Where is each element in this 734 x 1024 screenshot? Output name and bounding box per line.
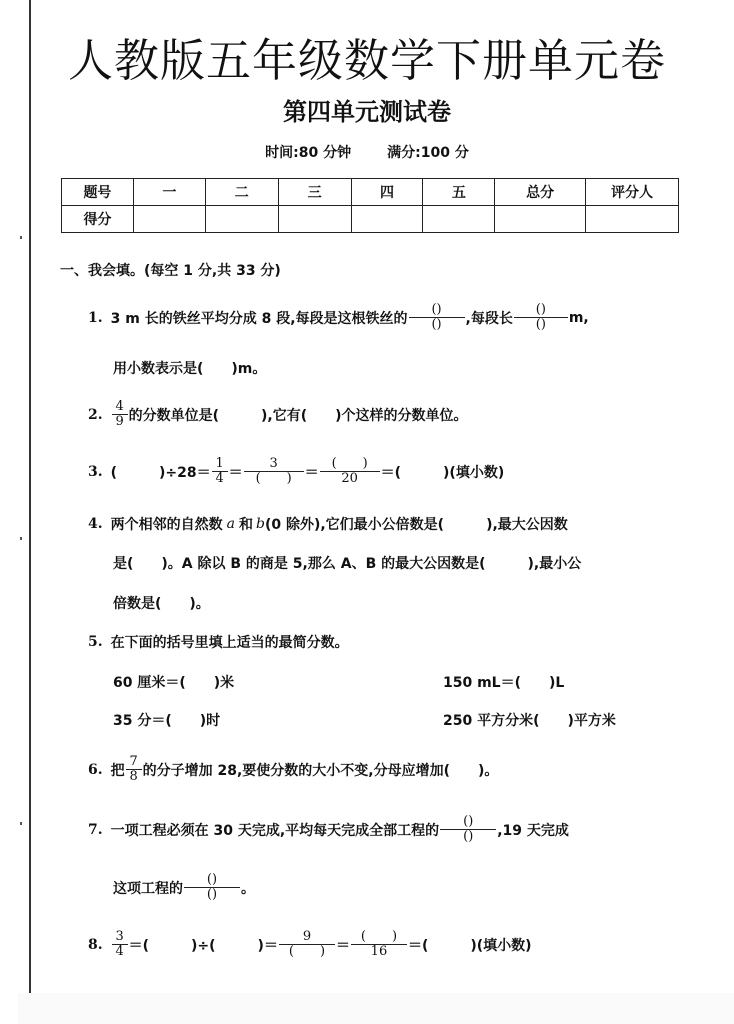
- question-1-line-1: [88, 303, 589, 332]
- score-cell[interactable]: [586, 206, 679, 233]
- header-cell: 二: [205, 179, 278, 206]
- question-text: ,19 天完成: [497, 822, 569, 839]
- question-text: 。: [241, 880, 255, 897]
- page-bottom-edge: [18, 993, 734, 1024]
- header-cell: 总分: [495, 179, 586, 206]
- question-4-line-3: 倍数是( )。: [113, 596, 210, 612]
- header-cell: 四: [351, 179, 423, 206]
- question-text: 一项工程必须在 30 天完成,平均每天完成全部工程的: [110, 822, 440, 839]
- conversion-item: 250 平方分米( )平方米: [443, 713, 616, 729]
- question-text: m,: [568, 309, 589, 326]
- question-number: 6.: [88, 761, 103, 778]
- question-text: ＝( )÷( )＝: [128, 937, 278, 954]
- document-title: 人教版五年级数学下册单元卷: [67, 34, 666, 87]
- question-text: ＝( )(填小数): [407, 937, 532, 954]
- margin-mark: [20, 537, 22, 540]
- question-text: 把: [110, 762, 125, 779]
- question-3: 3. ( )÷28＝ $\frac{1}{4}$ ＝ $\frac{3}{( )}$ ＝ $\frac{( )}{20}$ ＝( )(填小数): [88, 456, 505, 487]
- full-score: 满分:100 分: [387, 145, 469, 161]
- fraction: $\frac{1}{4}$: [212, 457, 228, 486]
- question-text: 在下面的括号里填上适当的最简分数。: [110, 635, 349, 651]
- question-text: ( )÷28＝: [110, 464, 211, 481]
- score-cell[interactable]: [351, 206, 423, 233]
- score-table-header-row: [62, 179, 679, 206]
- question-4-line-1: [88, 514, 568, 534]
- fraction: $\frac{7}{8}$: [126, 755, 142, 784]
- header-cell: 三: [278, 179, 351, 206]
- score-table: [61, 178, 679, 233]
- question-text: 这项工程的: [113, 880, 183, 897]
- question-8: 8. $\frac{3}{4}$ ＝( )÷( )＝ $\frac{9}{( )}$ ＝ $\frac{( )}{16}$ ＝( )(填小数): [88, 929, 532, 960]
- score-cell[interactable]: [205, 206, 278, 233]
- fraction-blank[interactable]: $\frac{9}{( )}$: [279, 930, 335, 959]
- score-cell[interactable]: [278, 206, 351, 233]
- header-cell: 评分人: [586, 179, 679, 206]
- header-cell: 题号: [62, 179, 134, 206]
- question-number: 7.: [88, 821, 103, 838]
- score-cell[interactable]: [495, 206, 586, 233]
- question-7-line-1: [88, 815, 569, 844]
- score-table-score-row: [62, 206, 679, 233]
- fraction-blank[interactable]: $\frac{( )}{20}$: [320, 457, 380, 486]
- fraction: $\frac{3}{4}$: [112, 930, 128, 959]
- conversion-item: 60 厘米＝( )米: [113, 675, 235, 691]
- variable-b: b: [255, 516, 265, 532]
- question-number: 4.: [88, 516, 103, 532]
- question-5: [88, 632, 349, 652]
- margin-mark: [20, 822, 22, 825]
- question-4-line-2: 是( )。A 除以 B 的商是 5,那么 A、B 的最大公因数是( ),最小公: [113, 556, 582, 572]
- variable-a: a: [226, 516, 235, 532]
- header-cell: 一: [133, 179, 205, 206]
- conversion-item: 150 mL＝( )L: [443, 675, 565, 691]
- question-text: (0 除外),它们最小公倍数是( ),最大公因数: [264, 517, 568, 533]
- question-text: ,每段长: [465, 310, 513, 327]
- exam-meta: [0, 142, 734, 162]
- question-7-line-2: [113, 873, 255, 902]
- margin-mark: [20, 236, 22, 239]
- fraction-blank[interactable]: ( ) ( ): [409, 303, 465, 332]
- score-cell[interactable]: [133, 206, 205, 233]
- fraction-blank[interactable]: $\frac{( )}{16}$: [351, 930, 407, 959]
- header-cell: 五: [423, 179, 495, 206]
- question-number: 5.: [88, 634, 103, 650]
- section-heading: 一、我会填。(每空 1 分,共 33 分): [60, 263, 281, 279]
- question-number: 3.: [88, 463, 103, 480]
- question-number: 8.: [88, 936, 103, 953]
- question-2: [88, 400, 468, 429]
- question-text: 3 m 长的铁丝平均分成 8 段,每段是这根铁丝的: [110, 310, 408, 327]
- row-label-cell: 得分: [62, 206, 134, 233]
- question-text: 的分子增加 28,要使分数的大小不变,分母应增加( )。: [142, 762, 499, 779]
- question-number: 2.: [88, 406, 103, 423]
- document-subtitle: 第四单元测试卷: [283, 98, 451, 126]
- question-6: [88, 755, 498, 784]
- fraction-blank[interactable]: $\frac{3}{( )}$: [244, 457, 304, 486]
- fraction-blank[interactable]: ( ) ( ): [514, 303, 568, 332]
- question-text: ＝( )(填小数): [380, 464, 505, 481]
- fraction-blank[interactable]: ( ) ( ): [184, 873, 240, 902]
- question-number: 1.: [88, 309, 103, 326]
- question-text: 和: [238, 517, 253, 533]
- conversion-item: 35 分＝( )时: [113, 713, 221, 729]
- question-1-line-2: 用小数表示是( )m。: [113, 361, 267, 377]
- time-limit: 时间:80 分钟: [265, 145, 352, 161]
- fraction: $\frac{4}{9}$: [112, 400, 128, 429]
- question-text: 两个相邻的自然数: [110, 517, 223, 533]
- question-text: 的分数单位是( ),它有( )个这样的分数单位。: [128, 407, 468, 424]
- fraction-blank[interactable]: ( ) ( ): [440, 815, 496, 844]
- score-cell[interactable]: [423, 206, 495, 233]
